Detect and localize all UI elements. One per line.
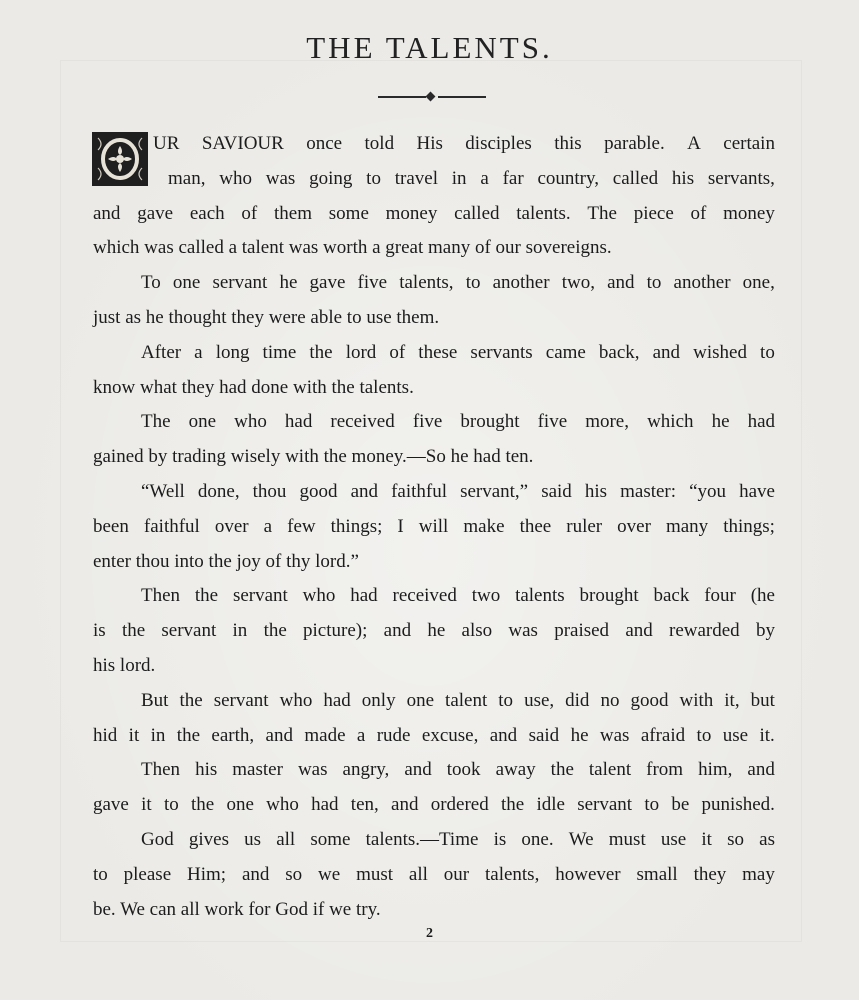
word: it <box>701 828 712 850</box>
word: disciples <box>465 133 532 154</box>
word: five <box>357 272 388 294</box>
word: only <box>361 689 396 711</box>
word: picture); <box>303 620 368 642</box>
word: and <box>383 620 412 642</box>
word: one <box>226 794 254 816</box>
text-line: his lord. <box>93 654 156 676</box>
text-line <box>93 510 775 545</box>
word: and <box>489 724 518 746</box>
word: and <box>350 480 378 502</box>
text-line <box>93 788 775 823</box>
word: After <box>141 341 182 363</box>
word: have <box>739 480 775 502</box>
word: servant,” <box>460 480 529 502</box>
word: no <box>600 689 620 711</box>
word: they <box>693 863 727 885</box>
word: some <box>310 828 351 850</box>
word: who <box>219 167 252 189</box>
word: piece <box>633 202 674 224</box>
word: to <box>646 272 662 294</box>
word: in <box>232 620 248 642</box>
word: UR <box>153 133 180 154</box>
word: many <box>665 515 709 537</box>
word: thee <box>519 515 552 537</box>
text-line <box>93 614 775 649</box>
word: to <box>366 167 381 189</box>
word: may <box>742 863 775 885</box>
word: lord <box>345 341 377 363</box>
text-line: enter thou into the joy of thy lord.” <box>93 550 359 572</box>
word: excuse, <box>421 724 479 746</box>
word: and <box>93 202 121 224</box>
word: angry, <box>342 759 390 781</box>
word: wished <box>693 341 747 363</box>
word: called <box>612 167 659 189</box>
text-line <box>93 336 775 371</box>
word: had <box>311 794 339 816</box>
word: another <box>492 272 550 294</box>
word: who <box>302 585 336 607</box>
word: one, <box>742 272 775 294</box>
word: was <box>265 167 296 189</box>
word: talents, <box>399 272 454 294</box>
word: A <box>687 133 701 154</box>
word: one <box>406 689 435 711</box>
text-line: know what they had done with the talents. <box>93 376 414 398</box>
word: to <box>696 724 712 746</box>
word: it <box>128 724 140 746</box>
word: master <box>232 759 283 781</box>
word: the <box>194 585 219 607</box>
word: and <box>652 341 681 363</box>
word: but <box>750 689 775 711</box>
word: called <box>454 202 500 224</box>
word: the <box>190 794 215 816</box>
word: certain <box>723 133 775 154</box>
word: came <box>545 341 586 363</box>
word: so <box>285 863 303 885</box>
page-number: 2 <box>426 926 433 941</box>
text-line <box>93 475 775 510</box>
word: did <box>565 689 590 711</box>
word: which <box>647 411 694 433</box>
word: man, <box>168 167 206 189</box>
word: each <box>189 202 225 224</box>
word: few <box>287 515 316 537</box>
word: over <box>617 515 651 537</box>
word: Then <box>141 585 181 607</box>
word: his <box>584 480 608 502</box>
word: the <box>263 620 287 642</box>
word: to <box>498 689 514 711</box>
word: servant <box>212 272 268 294</box>
word: as <box>759 828 775 850</box>
word: some <box>328 202 369 224</box>
title-ornament-rule <box>378 90 486 104</box>
word: will <box>418 515 449 537</box>
word: be <box>671 794 690 816</box>
word: who <box>266 794 299 816</box>
word: a <box>356 724 366 746</box>
word: we <box>318 863 341 885</box>
word: faithful <box>391 480 447 502</box>
word: country, <box>537 167 599 189</box>
word: SAVIOUR <box>201 133 284 154</box>
word: our <box>443 863 470 885</box>
text-line <box>93 405 775 440</box>
word: afraid <box>640 724 686 746</box>
word: servants <box>470 341 533 363</box>
text-line <box>93 579 775 614</box>
page-title: THE TALENTS. <box>306 30 553 65</box>
word: “you <box>689 480 727 502</box>
word: servant <box>232 585 288 607</box>
word: ordered <box>430 794 489 816</box>
word: good <box>630 689 669 711</box>
word: another <box>673 272 731 294</box>
word: been <box>93 515 129 537</box>
word: a <box>194 341 203 363</box>
word: the <box>179 689 203 711</box>
word: the <box>121 620 146 642</box>
word: servants, <box>707 167 775 189</box>
word: said <box>528 724 560 746</box>
word: had <box>284 411 313 433</box>
word: done, <box>197 480 240 502</box>
word: him, <box>698 759 733 781</box>
word: servant <box>213 689 269 711</box>
word: brought <box>460 411 520 433</box>
word: was <box>297 759 328 781</box>
word: We <box>568 828 594 850</box>
word: all <box>408 863 428 885</box>
word: it <box>141 794 152 816</box>
word: The <box>141 411 171 433</box>
word: was <box>508 620 538 642</box>
text-line <box>93 197 775 232</box>
word: also <box>461 620 493 642</box>
word: rewarded <box>669 620 740 642</box>
word: God <box>141 828 174 850</box>
word: he <box>427 620 446 642</box>
word: and <box>625 620 653 642</box>
word: from <box>646 759 684 781</box>
word: had <box>350 585 378 607</box>
word: rude <box>376 724 411 746</box>
word: who <box>234 411 267 433</box>
word: away <box>495 759 536 781</box>
word: master: <box>620 480 677 502</box>
word: said <box>541 480 572 502</box>
word: once <box>306 133 343 154</box>
word: things; <box>723 515 775 537</box>
text-line <box>93 823 775 858</box>
word: received <box>330 411 395 433</box>
text-line: be. We can all work for God if we try. <box>93 898 381 920</box>
word: hid <box>93 724 118 746</box>
word: is <box>493 828 507 850</box>
word: gave <box>309 272 346 294</box>
word: five <box>412 411 443 433</box>
word: five <box>537 411 568 433</box>
word: The <box>587 202 617 224</box>
word: in <box>150 724 166 746</box>
word: please <box>123 863 172 885</box>
word: had <box>747 411 775 433</box>
word: servant <box>577 794 633 816</box>
word: gave <box>93 794 129 816</box>
word: make <box>463 515 505 537</box>
word: he <box>279 272 298 294</box>
text-line: which was called a talent was worth a great many of our sovereigns. <box>93 237 612 259</box>
word: however <box>555 863 621 885</box>
word: of <box>241 202 258 224</box>
word: over <box>214 515 249 537</box>
word: of <box>690 202 707 224</box>
word: these <box>418 341 458 363</box>
word: His <box>416 133 443 154</box>
word: ruler <box>566 515 603 537</box>
word: was <box>599 724 630 746</box>
word: this <box>554 133 582 154</box>
word: small <box>636 863 678 885</box>
text-line <box>93 858 775 893</box>
word: with <box>679 689 714 711</box>
word: to <box>644 794 660 816</box>
word: to <box>760 341 775 363</box>
word: things; <box>330 515 383 537</box>
word: brought <box>579 585 639 607</box>
word: who <box>279 689 313 711</box>
text-line: just as he thought they were able to use them. <box>93 306 440 328</box>
word: ten, <box>350 794 379 816</box>
word: talents <box>515 585 565 607</box>
word: and <box>607 272 635 294</box>
word: servant <box>161 620 217 642</box>
word: talents. <box>516 202 571 224</box>
word: earth, <box>211 724 255 746</box>
word: by <box>755 620 775 642</box>
word: the <box>550 759 574 781</box>
text-line <box>93 266 775 301</box>
word: made <box>304 724 346 746</box>
word: a <box>263 515 273 537</box>
word: more, <box>585 411 629 433</box>
word: To <box>141 272 161 294</box>
word: use <box>660 828 687 850</box>
word: is <box>93 620 106 642</box>
text-line <box>93 753 775 788</box>
text-line <box>93 684 775 719</box>
word: going <box>309 167 353 189</box>
word: talents.—Time <box>365 828 479 850</box>
word: his <box>195 759 218 781</box>
word: money <box>723 202 775 224</box>
word: his <box>671 167 695 189</box>
word: time <box>262 341 297 363</box>
word: and <box>391 794 419 816</box>
word: received <box>392 585 457 607</box>
word: one <box>188 411 217 433</box>
word: them <box>274 202 313 224</box>
word: it, <box>724 689 740 711</box>
word: the <box>176 724 201 746</box>
word: took <box>446 759 481 781</box>
word: all <box>276 828 296 850</box>
word: faithful <box>143 515 200 537</box>
word: back, <box>598 341 640 363</box>
word: use <box>722 724 749 746</box>
word: the <box>500 794 525 816</box>
word: of <box>389 341 406 363</box>
word: to <box>93 863 108 885</box>
word: long <box>215 341 250 363</box>
word: so <box>727 828 744 850</box>
word: must <box>608 828 646 850</box>
word: to <box>163 794 179 816</box>
word: gave <box>137 202 174 224</box>
word: travel <box>394 167 438 189</box>
word: told <box>364 133 395 154</box>
text-line <box>93 719 775 754</box>
word: two <box>471 585 501 607</box>
word: and <box>747 759 775 781</box>
word: parable. <box>604 133 665 154</box>
word: talents, <box>484 863 540 885</box>
word: in <box>451 167 467 189</box>
word: it. <box>759 724 775 746</box>
text-line <box>93 127 775 162</box>
word: praised <box>554 620 610 642</box>
word: one. <box>521 828 554 850</box>
word: and <box>404 759 432 781</box>
word: talent <box>445 689 488 711</box>
word: he <box>570 724 589 746</box>
word: had <box>323 689 351 711</box>
body-text <box>93 127 775 927</box>
text-line <box>93 162 775 197</box>
word: and <box>265 724 293 746</box>
word: four <box>704 585 736 607</box>
word: a <box>480 167 489 189</box>
word: “Well <box>141 480 185 502</box>
word: and <box>241 863 270 885</box>
word: good <box>299 480 338 502</box>
word: the <box>309 341 333 363</box>
word: thou <box>252 480 287 502</box>
word: us <box>244 828 262 850</box>
word: must <box>356 863 394 885</box>
word: talent <box>588 759 632 781</box>
word: far <box>502 167 524 189</box>
word: to <box>465 272 481 294</box>
word: gives <box>188 828 229 850</box>
word: he <box>711 411 730 433</box>
word: (he <box>750 585 775 607</box>
text-line: gained by trading wisely with the money.—So he had ten. <box>93 446 534 468</box>
word: But <box>141 689 169 711</box>
word: use, <box>524 689 555 711</box>
word: money <box>385 202 438 224</box>
word: Then <box>141 759 181 781</box>
word: idle <box>536 794 565 816</box>
word: Him; <box>187 863 227 885</box>
word: punished. <box>701 794 775 816</box>
word: back <box>653 585 690 607</box>
word: I <box>397 515 404 537</box>
word: one <box>172 272 201 294</box>
word: two, <box>561 272 595 294</box>
